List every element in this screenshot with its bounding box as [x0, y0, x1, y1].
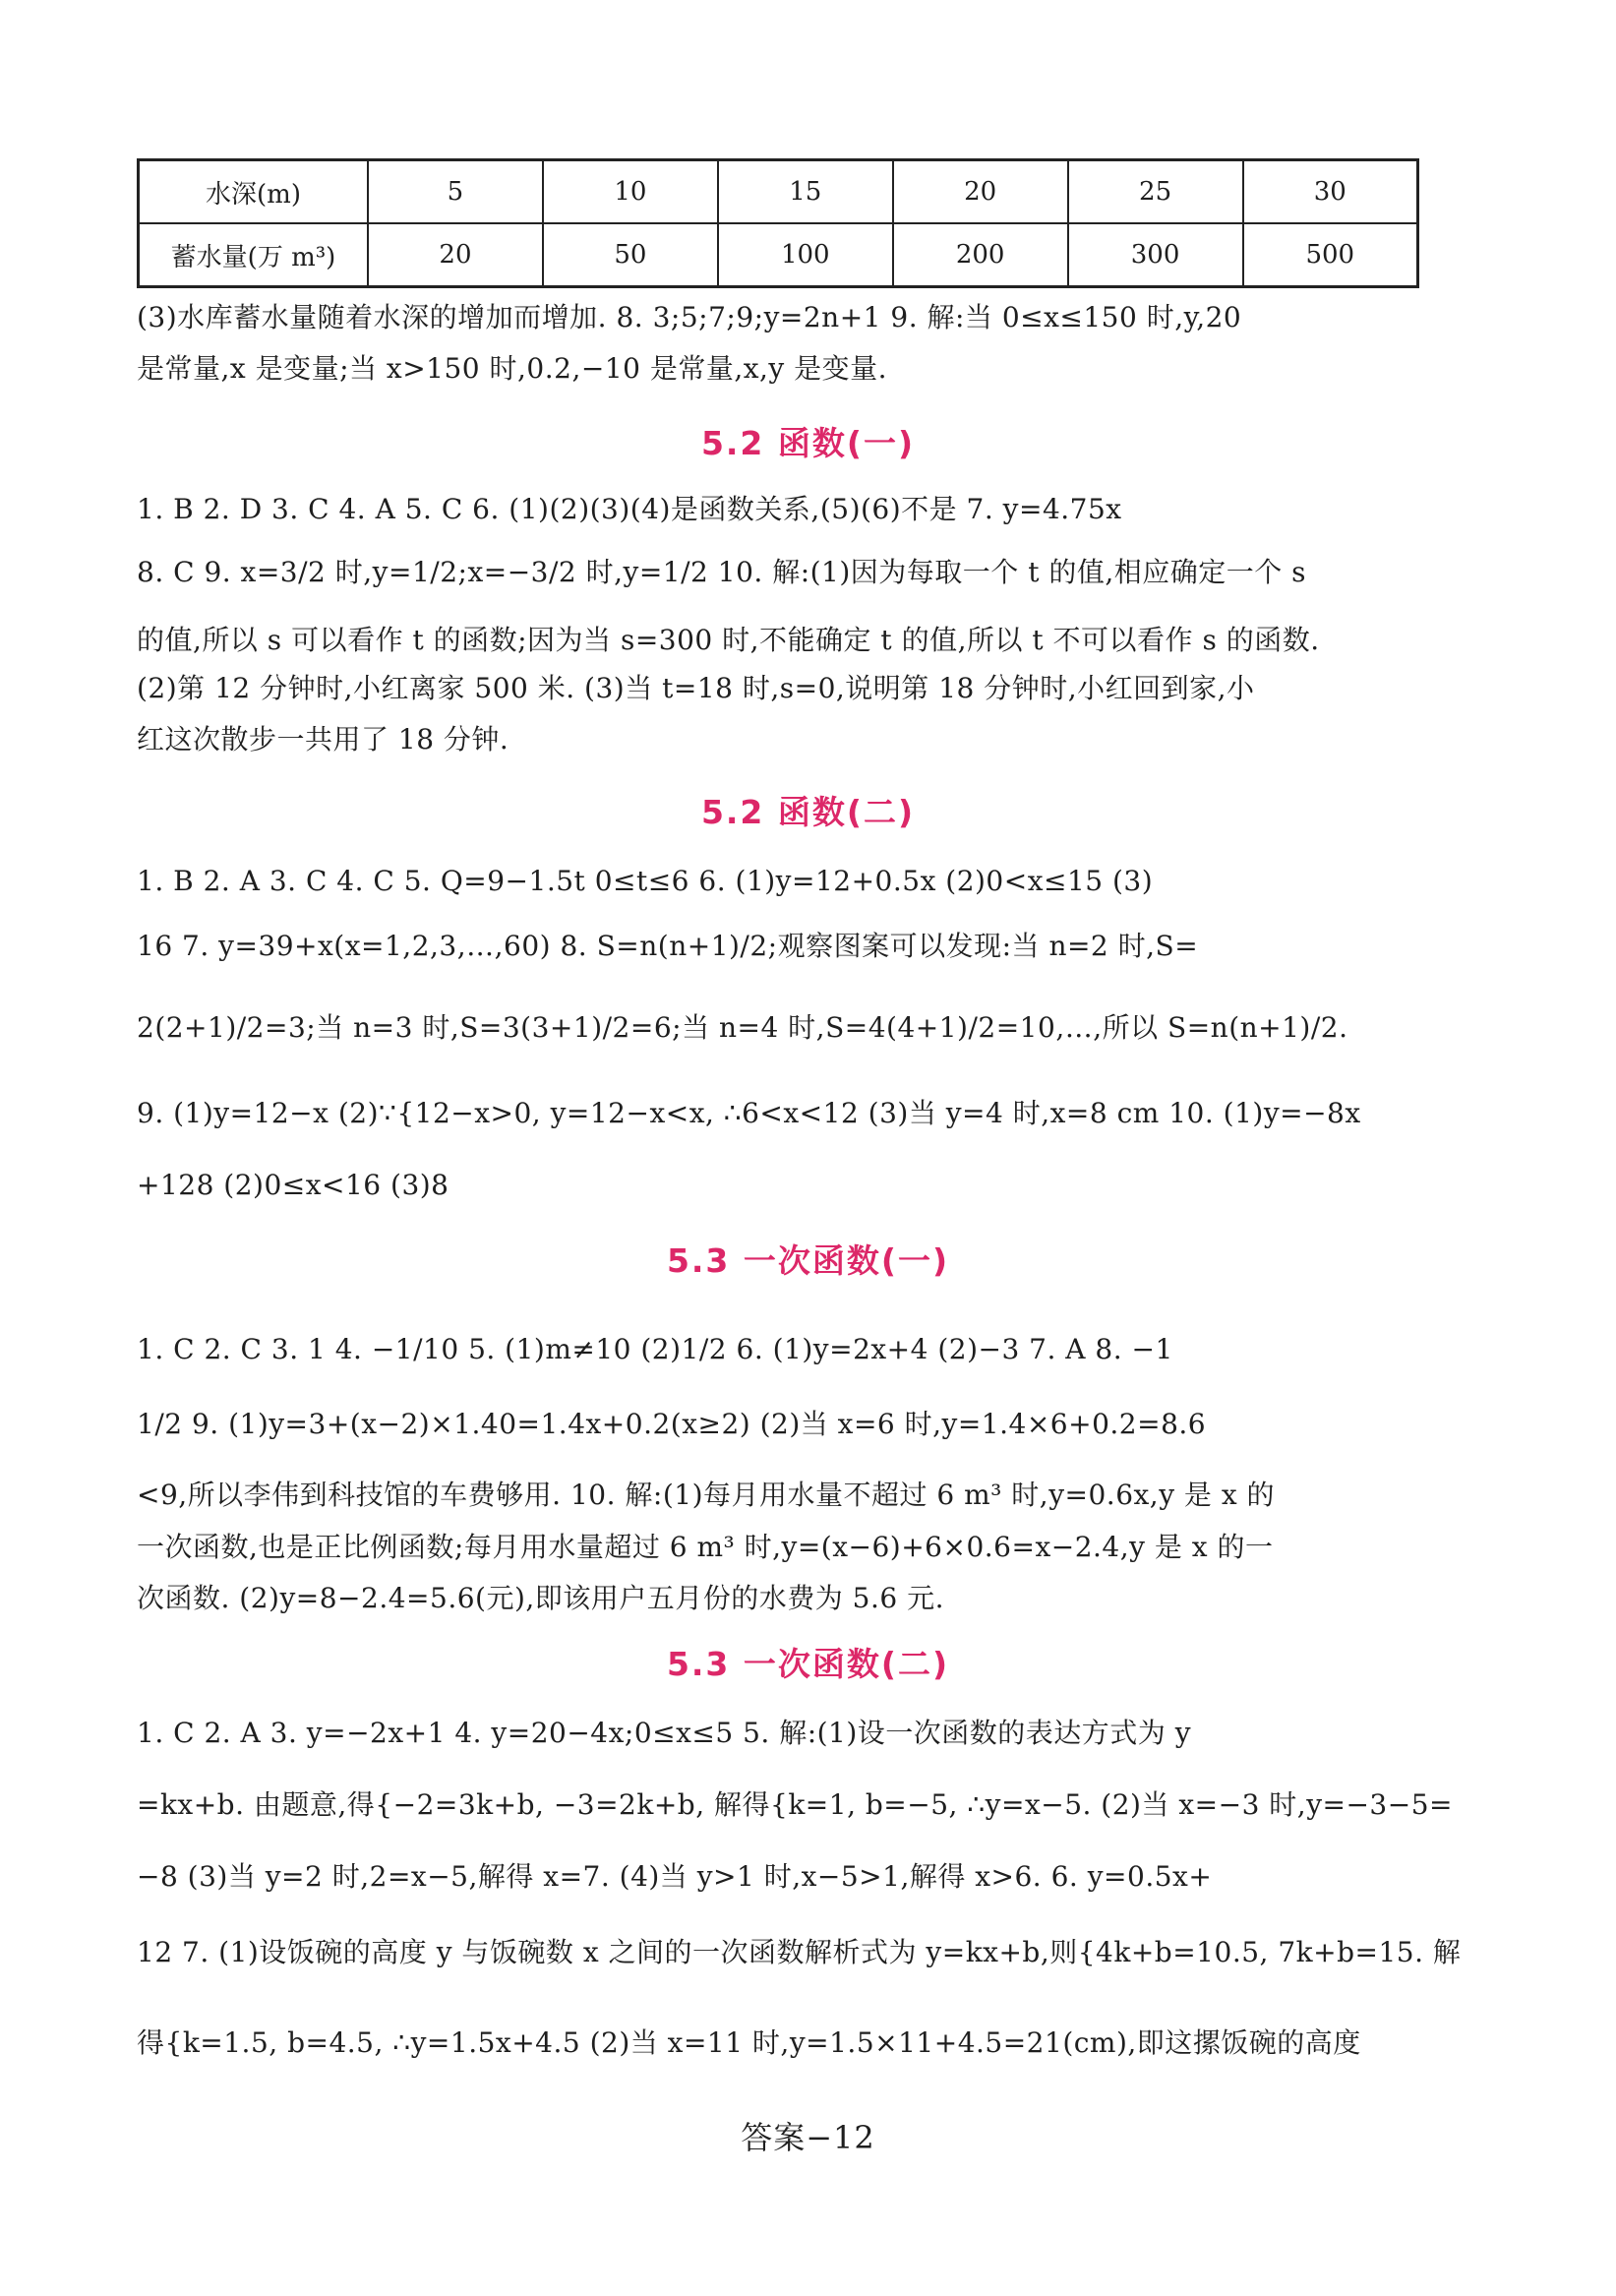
table-cell: 200	[893, 223, 1068, 287]
table-cell: 100	[718, 223, 893, 287]
water-depth-table	[137, 158, 1419, 288]
answer-line: 9. (1)y=12−x (2)∵{12−x>0, y=12−x<x, ∴6<x<12 (3)当 y=4 时,x=8 cm 10. (1)y=−8x	[137, 1097, 1361, 1129]
answer-line: +128 (2)0≤x<16 (3)8	[137, 1169, 449, 1201]
table-cell: 500	[1243, 223, 1418, 287]
answer-line: 12 7. (1)设饭碗的高度 y 与饭碗数 x 之间的一次函数解析式为 y=kx+b,则{4k+b=10.5, 7k+b=15. 解	[137, 1936, 1462, 1968]
answer-line: 的值,所以 s 可以看作 t 的函数;因为当 s=300 时,不能确定 t 的值,所以 t 不可以看作 s 的函数.	[137, 624, 1320, 656]
table-cell: 30	[1243, 160, 1418, 224]
section-title: 5.2 函数(二)	[700, 793, 916, 831]
answer-line: 16 7. y=39+x(x=1,2,3,…,60) 8. S=n(n+1)/2;观察图案可以发现:当 n=2 时,S=	[137, 930, 1199, 962]
section-title: 5.3 一次函数(二)	[666, 1645, 950, 1683]
answer-line: 一次函数,也是正比例函数;每月用水量超过 6 m³ 时,y=(x−6)+6×0.6=x−2.4,y 是 x 的一	[137, 1531, 1274, 1563]
table-cell: 25	[1068, 160, 1243, 224]
section-title: 5.2 函数(一)	[700, 424, 916, 462]
table-cell: 水深(m)	[139, 160, 369, 224]
table-row	[139, 160, 1418, 224]
table-cell: 10	[543, 160, 718, 224]
answer-line: 1. C 2. A 3. y=−2x+1 4. y=20−4x;0≤x≤5 5. 解:(1)设一次函数的表达方式为 y	[137, 1717, 1192, 1749]
section-title: 5.3 一次函数(一)	[666, 1241, 950, 1280]
answer-line: 1/2 9. (1)y=3+(x−2)×1.40=1.4x+0.2(x≥2) (2)当 x=6 时,y=1.4×6+0.2=8.6	[137, 1408, 1207, 1440]
answer-line: 是常量,x 是变量;当 x>150 时,0.2,−10 是常量,x,y 是变量.	[137, 352, 888, 385]
answer-line: −8 (3)当 y=2 时,2=x−5,解得 x=7. (4)当 y>1 时,x−5>1,解得 x>6. 6. y=0.5x+	[137, 1860, 1213, 1893]
table-cell: 蓄水量(万 m³)	[139, 223, 369, 287]
answer-line: 1. B 2. A 3. C 4. C 5. Q=9−1.5t 0≤t≤6 6. (1)y=12+0.5x (2)0<x≤15 (3)	[137, 865, 1154, 897]
page-number: 答案−12	[741, 2119, 875, 2156]
answer-line: (3)水库蓄水量随着水深的增加而增加. 8. 3;5;7;9;y=2n+1 9. 解:当 0≤x≤150 时,y,20	[137, 301, 1242, 333]
answer-line: (2)第 12 分钟时,小红离家 500 米. (3)当 t=18 时,s=0,说明第 18 分钟时,小红回到家,小	[137, 672, 1255, 704]
answer-line: 8. C 9. x=3/2 时,y=1/2;x=−3/2 时,y=1/2 10. 解:(1)因为每取一个 t 的值,相应确定一个 s	[137, 556, 1307, 588]
answer-line: 1. C 2. C 3. 1 4. −1/10 5. (1)m≠10 (2)1/2 6. (1)y=2x+4 (2)−3 7. A 8. −1	[137, 1333, 1173, 1365]
answer-line: 2(2+1)/2=3;当 n=3 时,S=3(3+1)/2=6;当 n=4 时,S=4(4+1)/2=10,…,所以 S=n(n+1)/2.	[137, 1011, 1348, 1044]
answer-line: 得{k=1.5, b=4.5, ∴y=1.5x+4.5 (2)当 x=11 时,y=1.5×11+4.5=21(cm),即这摞饭碗的高度	[137, 2026, 1361, 2059]
table-cell: 15	[718, 160, 893, 224]
table-cell: 20	[893, 160, 1068, 224]
table-row	[139, 223, 1418, 287]
table-cell: 5	[368, 160, 543, 224]
answer-line: 次函数. (2)y=8−2.4=5.6(元),即该用户五月份的水费为 5.6 元.	[137, 1582, 945, 1614]
table-cell: 50	[543, 223, 718, 287]
table-cell: 300	[1068, 223, 1243, 287]
answer-line: 1. B 2. D 3. C 4. A 5. C 6. (1)(2)(3)(4)是函数关系,(5)(6)不是 7. y=4.75x	[137, 493, 1122, 525]
answer-line: <9,所以李伟到科技馆的车费够用. 10. 解:(1)每月用水量不超过 6 m³ 时,y=0.6x,y 是 x 的	[137, 1479, 1276, 1511]
answer-line: =kx+b. 由题意,得{−2=3k+b, −3=2k+b, 解得{k=1, b=−5, ∴y=x−5. (2)当 x=−3 时,y=−3−5=	[137, 1788, 1453, 1821]
answer-line: 红这次散步一共用了 18 分钟.	[137, 723, 509, 755]
table-cell: 20	[368, 223, 543, 287]
